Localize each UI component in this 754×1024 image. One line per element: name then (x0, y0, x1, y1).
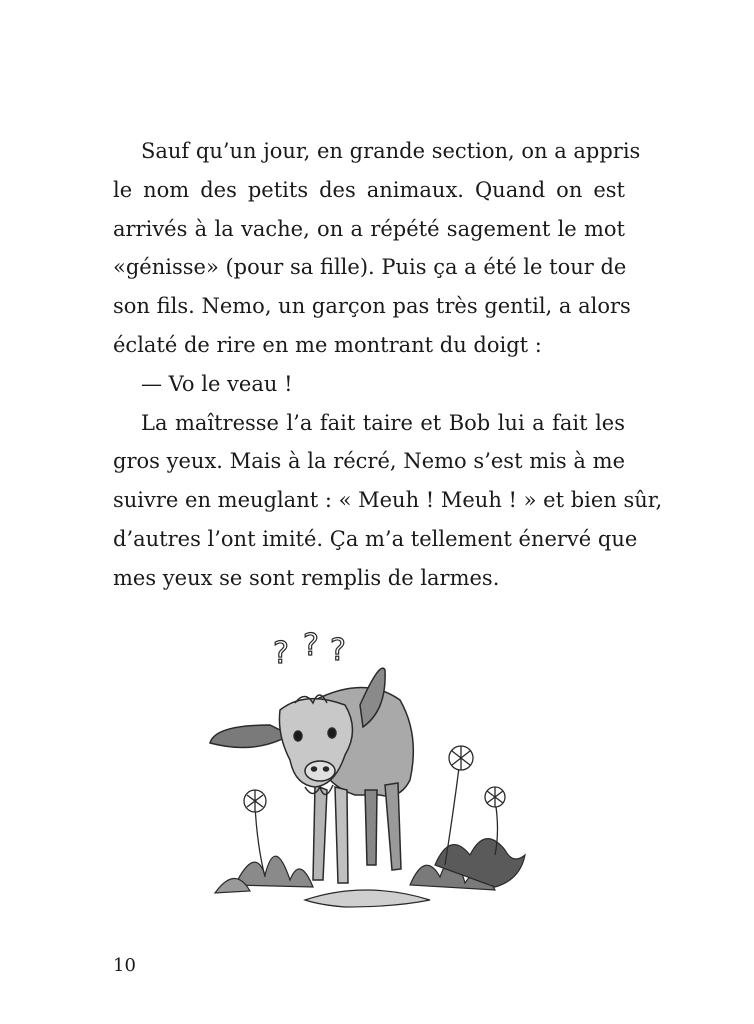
text-line: «génisse» (pour sa fille). Puis ça a été le tour de (113, 255, 627, 280)
body-text (113, 132, 663, 598)
question-marks (273, 628, 346, 671)
question-mark-icon: ? (303, 628, 319, 663)
text-line: suivre en meuglant : « Meuh ! Meuh ! » et bien sûr, (113, 488, 663, 513)
text-line: éclaté de rire en me montrant du doigt : (113, 332, 542, 357)
text-line: Sauf qu’un jour, en grande section, on a appris (141, 139, 641, 163)
text-line: d’autres l’ont imité. Ça m’a tellement énervé que (113, 526, 638, 551)
text-line: arrivés à la vache, on a répété sagement le mot (113, 216, 625, 241)
text-line: mes yeux se sont remplis de larmes. (113, 565, 500, 590)
question-mark-icon: ? (273, 636, 289, 671)
text-line: le nom des petits des animaux. Quand on est (113, 177, 625, 202)
dialogue-line: — Vo le veau ! (141, 371, 293, 396)
text-line: son fils. Nemo, un garçon pas très gentil, a alors (113, 294, 631, 319)
text-line: La maîtresse l’a fait taire et Bob lui a fait les (141, 410, 625, 435)
page-number: 10 (113, 955, 136, 976)
calf-icon (210, 668, 413, 883)
question-mark-icon: ? (330, 633, 346, 668)
text-line: gros yeux. Mais à la récré, Nemo s’est mis à me (113, 449, 625, 474)
calf-illustration (195, 615, 535, 915)
